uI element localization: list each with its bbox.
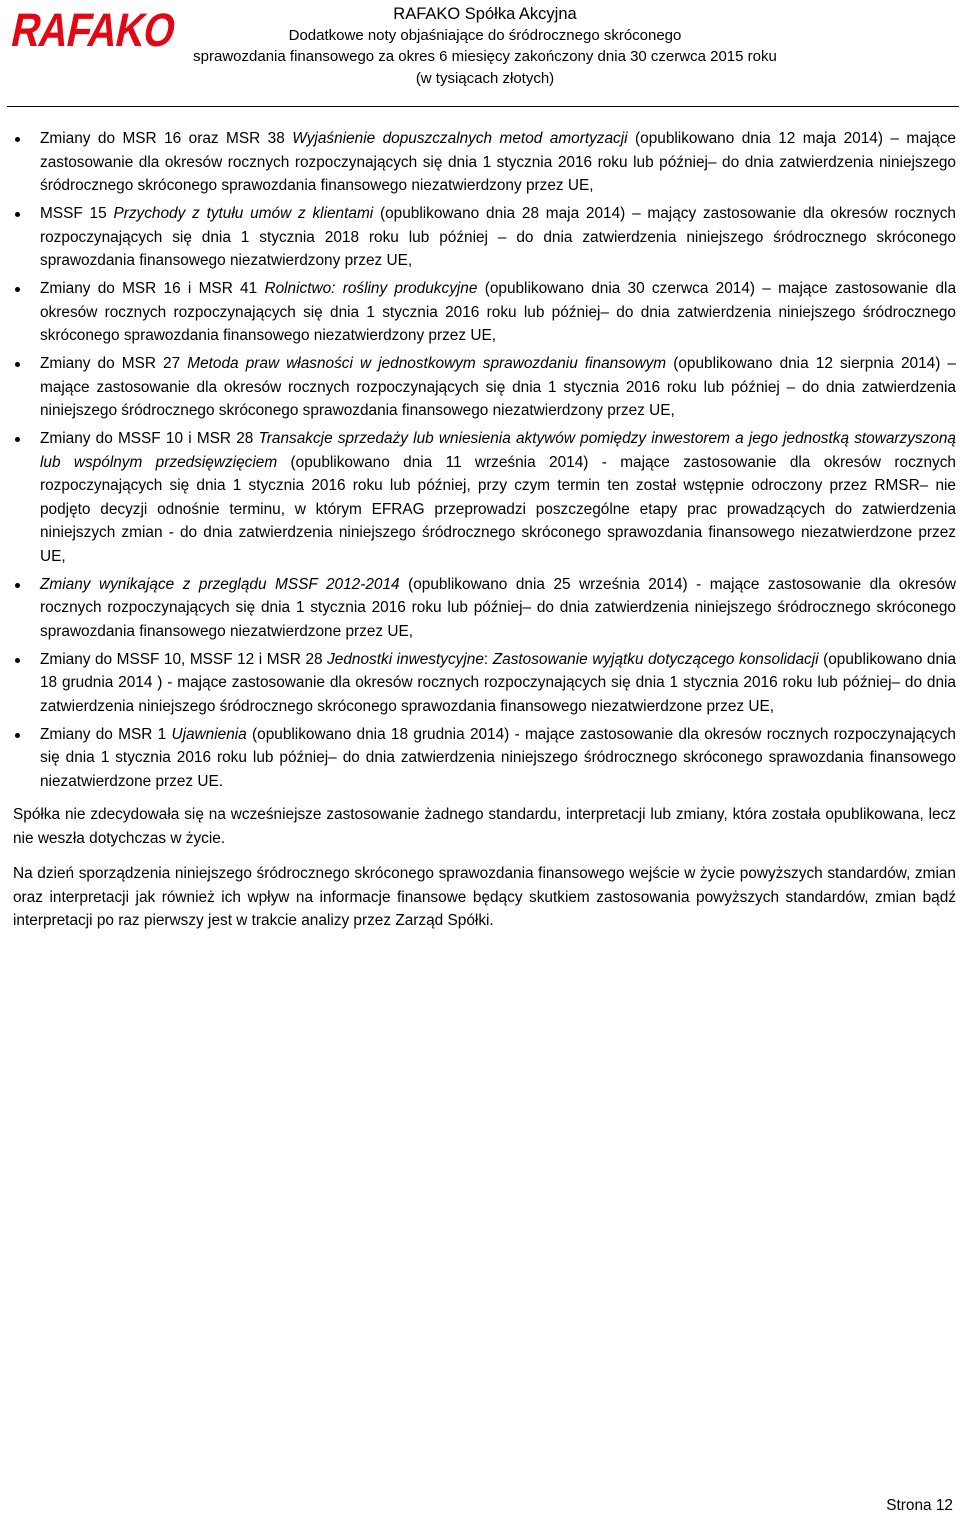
document-body: [13, 127, 956, 933]
page-number: Strona 12: [886, 1497, 953, 1514]
company-name: RAFAKO Spółka Akcyjna: [393, 5, 577, 23]
bullet-icon: [15, 362, 20, 367]
item-text: Zmiany do MSR 16 i MSR 41: [40, 280, 265, 297]
body-paragraph: Na dzień sporządzenia niniejszego śródrocznego skróconego sprawozdania finansowego wejście w życie powyższych standardów, zmian oraz interpretacji jak również ich wpływ na informacje finansowe będący skutkiem zastosowania powyższych standardów, zmian bądź interpretacji po raz pierwszy jest w trakcie analizy przez Zarząd Spółki.: [13, 865, 956, 929]
item-title: Jednostki inwestycyjne: [327, 650, 484, 668]
item-text: Zmiany do MSR 1: [40, 725, 172, 743]
list-item: [13, 723, 956, 794]
item-text: :: [483, 650, 493, 668]
standards-list: [13, 127, 956, 793]
logo-wordmark: RAFAKO: [6, 4, 211, 57]
header-unit: (w tysiącach złotych): [415, 70, 555, 87]
item-title: Transakcje sprzedaży lub wniesienia aktywów pomiędzy inwestorem a jego jednostką stowarzyszoną lub wspólnym przedsięwzięciem: [40, 430, 956, 471]
bullet-icon: [15, 137, 20, 142]
bullet-icon: [15, 583, 20, 588]
item-text: Zmiany do MSR 16 oraz MSR 38: [40, 130, 293, 147]
item-title: Zastosowanie wyjątku dotyczącego konsolidacji: [492, 650, 819, 668]
item-title: Metoda praw własności w jednostkowym sprawozdaniu finansowym: [187, 355, 667, 372]
item-text: MSSF 15: [40, 205, 114, 222]
list-item: [13, 427, 956, 568]
list-item: [13, 202, 956, 273]
item-text: Zmiany do MSSF 10 i MSR 28: [40, 430, 259, 447]
item-text: Zmiany do MSR 27: [40, 355, 188, 372]
item-text: (opublikowano dnia 18 grudnia 2014) - mające zastosowanie dla okresów rocznych rozpoczynających się dnia 1 stycznia 2016 roku lub później– do dnia zatwierdzenia niniejszego śródrocznego skróconego sprawozdania finansowego niezatwierdzone przez UE.: [40, 725, 956, 790]
bullet-icon: [15, 437, 20, 442]
header-subtitle-line-2: sprawozdania finansowego za okres 6 miesięcy zakończony dnia 30 czerwca 2015 roku: [193, 48, 777, 65]
item-text: (opublikowano dnia 12 sierpnia 2014) – mające zastosowanie dla okresów rocznych rozpoczynających się dnia 1 stycznia 2016 roku lub później – do dnia zatwierdzenia niniejszego śródrocznego skróconego sprawozdania finansowego niezatwierdzony przez UE,: [40, 355, 956, 419]
list-item: [13, 573, 956, 644]
item-text: Zmiany do MSSF 10, MSSF 12 i MSR 28: [40, 650, 328, 668]
item-title: Rolnictwo: rośliny produkcyjne: [264, 280, 478, 297]
item-title: Przychody z tytułu umów z klientami: [113, 205, 374, 222]
list-item: [13, 352, 956, 423]
body-paragraph: Spółka nie zdecydowała się na wcześniejsze zastosowanie żadnego standardu, interpretacji lub zmiany, która została opublikowana, lecz nie weszła dotychczas w życie.: [13, 806, 956, 847]
page-header: [0, 0, 960, 108]
item-text: (opublikowano dnia 28 maja 2014) – mający zastosowanie dla okresów rocznych rozpoczynających się dnia 1 stycznia 2018 roku lub później – do dnia zatwierdzenia niniejszego śródrocznego skróconego sprawozdania finansowego niezatwierdzony przez UE,: [40, 205, 956, 269]
list-item: [13, 277, 956, 348]
item-text: (opublikowano dnia 18 grudnia 2014 ) - mające zastosowanie dla okresów rocznych rozpoczynających się dnia 1 stycznia 2016 roku lub później– do dnia zatwierdzenia niniejszego śródrocznego skróconego sprawozdania finansowego niezatwierdzone przez UE,: [40, 650, 957, 715]
item-text: (opublikowano dnia 30 czerwca 2014) – mające zastosowanie dla okresów rocznych rozpoczynających się dnia 1 stycznia 2016 roku lub później– do dnia zatwierdzenia niniejszego śródrocznego skróconego sprawozdania finansowego niezatwierdzony przez UE,: [40, 280, 956, 344]
header-subtitle-line-1: Dodatkowe noty objaśniające do śródrocznego skróconego: [288, 27, 682, 44]
bullet-icon: [15, 287, 20, 292]
item-text: (opublikowano dnia 25 września 2014) - mające zastosowanie dla okresów rocznych rozpoczynających się dnia 1 stycznia 2016 roku lub później– do dnia zatwierdzenia niniejszego śródrocznego skróconego sprawozdania finansowego niezatwierdzone przez UE,: [40, 575, 956, 640]
bullet-icon: [15, 658, 20, 663]
header-text-block: [180, 3, 790, 89]
bullet-icon: [15, 212, 20, 217]
item-text: (opublikowano dnia 12 maja 2014) – mające zastosowanie dla okresów rocznych rozpoczynających się dnia 1 stycznia 2016 roku lub później– do dnia zatwierdzenia niniejszego śródrocznego skróconego sprawozdania finansowego niezatwierdzony przez UE,: [40, 130, 956, 194]
list-item: [13, 127, 956, 198]
list-item: [13, 648, 956, 719]
bullet-icon: [15, 733, 20, 738]
item-title: Ujawnienia: [171, 725, 247, 743]
header-divider: [7, 106, 959, 107]
rafako-logo: [6, 4, 211, 57]
item-title: Zmiany wynikające z przeglądu MSSF 2012-2014: [40, 575, 400, 593]
item-text: (opublikowano dnia 11 września 2014) - mające zastosowanie dla okresów rocznych rozpoczynających się dnia 1 stycznia 2016 roku lub później, przy czym termin ten został wstępnie odroczony przez RMSR– nie podjęto decyzji odnośnie terminu, w którym EFRAG przeprowadzi poszczególne etapy prac prowadzących do zatwierdzenia niniejszych zmian - do dnia zatwierdzenia niniejszego śródrocznego skróconego sprawozdania finansowego niezatwierdzone przez UE,: [40, 453, 956, 565]
item-title: Wyjaśnienie dopuszczalnych metod amortyzacji: [292, 130, 628, 147]
